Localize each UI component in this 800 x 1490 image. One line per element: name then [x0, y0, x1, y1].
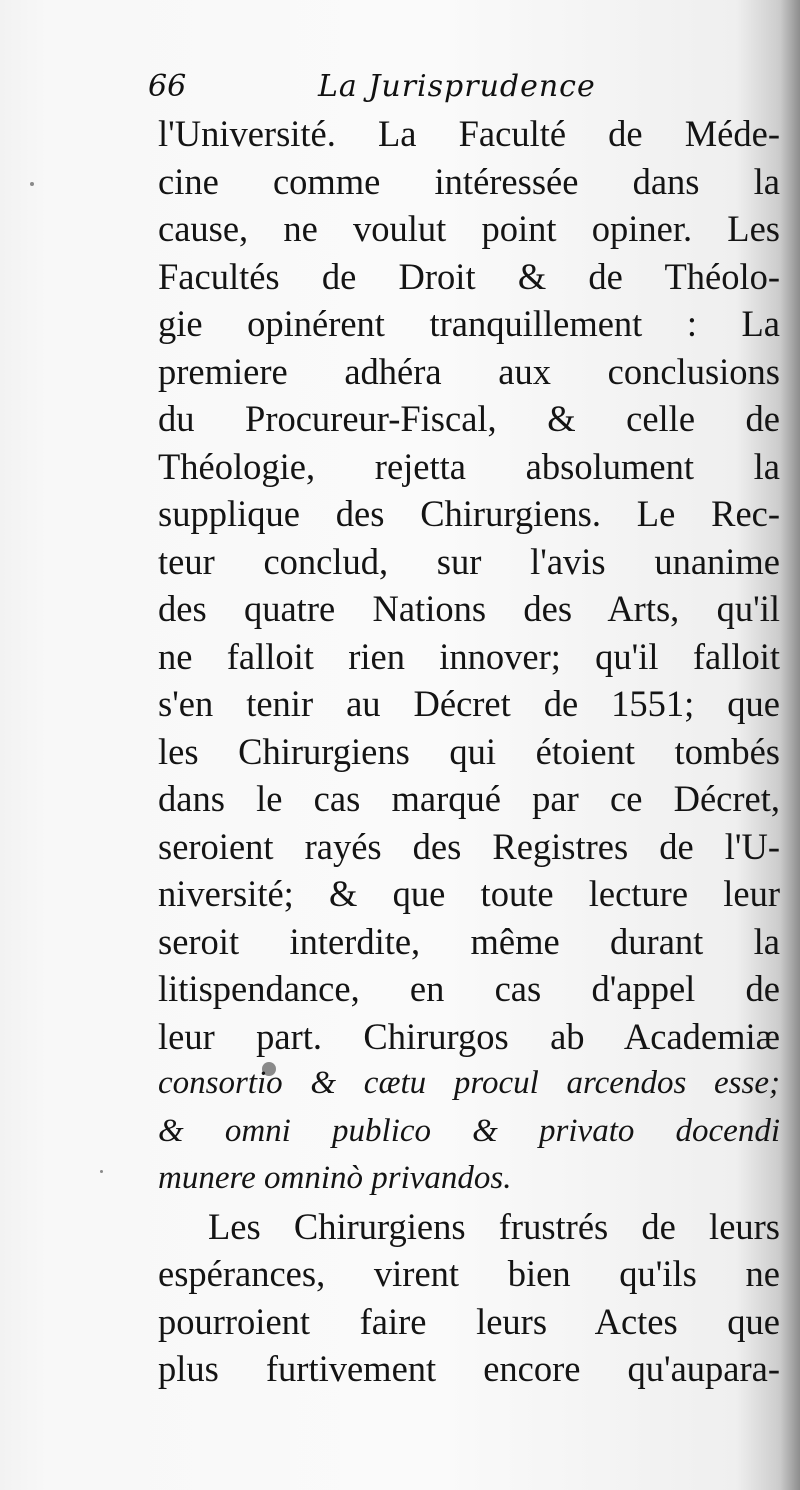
- page-number: 66: [148, 69, 187, 104]
- body-text: [158, 110, 788, 1393]
- text-line: des quatre Nations des Arts, qu'il: [158, 588, 780, 629]
- text-line: gie opinérent tranquillement : La: [158, 303, 780, 344]
- text-line: niversité; & que toute lecture leur: [158, 873, 780, 914]
- text-line: supplique des Chirurgiens. Le Rec-: [158, 493, 780, 534]
- text-line: l'Université. La Faculté de Méde-: [158, 113, 780, 154]
- latin-quote-line: & omni publico & privato docendi: [158, 1112, 780, 1149]
- text-line: Théologie, rejetta absolument la: [158, 445, 780, 487]
- text-line: teur conclud, sur l'avis unanime: [158, 540, 780, 582]
- text-line: plus furtivement encore qu'aupara-: [158, 1348, 780, 1389]
- text-line: espérances, virent bien qu'ils ne: [158, 1253, 780, 1294]
- text-line: cine comme intéressée dans la: [158, 160, 780, 202]
- ink-speck: [100, 1170, 103, 1173]
- running-title: La Jurisprudence: [318, 69, 596, 104]
- text-line: seroit interdite, même durant la: [158, 920, 780, 962]
- text-line: cause, ne voulut point opiner. Les: [158, 208, 780, 249]
- text-line: dans le cas marqué par ce Décret,: [158, 778, 780, 819]
- ink-speck: [30, 182, 34, 186]
- text-line: les Chirurgiens qui étoient tombés: [158, 730, 780, 772]
- latin-quote-line: munere omninò privandos.: [158, 1160, 512, 1196]
- text-line: s'en tenir au Décret de 1551; que: [158, 683, 780, 724]
- text-line: seroient rayés des Registres de l'U-: [158, 825, 780, 867]
- text-line: pourroient faire leurs Actes que: [158, 1300, 780, 1342]
- text-line: premiere adhéra aux conclusions: [158, 350, 780, 392]
- text-line: du Procureur-Fiscal, & celle de: [158, 398, 780, 439]
- latin-quote-line: consortio & cætu procul arcendos esse;: [158, 1065, 780, 1101]
- paragraph-start-line: Les Chirurgiens frustrés de leurs: [208, 1205, 780, 1247]
- text-line: Facultés de Droit & de Théolo-: [158, 255, 780, 297]
- text-line: litispendance, en cas d'appel de: [158, 968, 780, 1009]
- text-line: leur part. Chirurgos ab Academiæ: [158, 1015, 780, 1057]
- text-line: ne falloit rien innover; qu'il falloit: [158, 635, 780, 677]
- page-header: [148, 62, 628, 112]
